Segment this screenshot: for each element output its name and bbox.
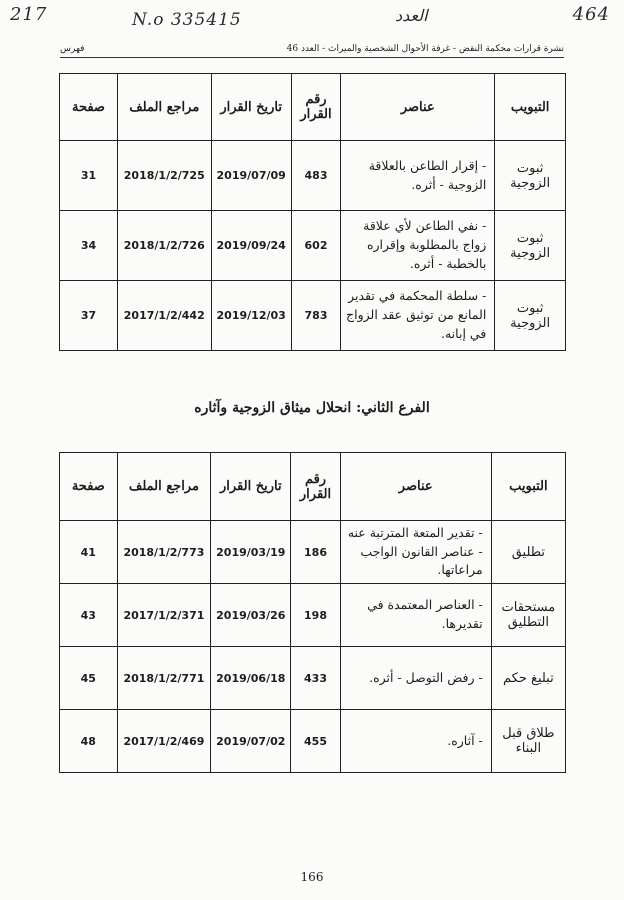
cell-file-reference: 2018/1/2/726 <box>117 211 211 281</box>
header-category: التبويب <box>495 74 566 141</box>
table-header-row <box>60 453 566 521</box>
header-file-reference: مراجع الملف <box>117 453 211 521</box>
cell-decision-number: 198 <box>291 584 340 647</box>
handwritten-registration-number: N.o 335415 <box>132 10 242 30</box>
cell-page: 41 <box>60 521 118 584</box>
cell-file-reference: 2017/1/2/371 <box>117 584 211 647</box>
cell-decision-number: 483 <box>291 141 340 211</box>
cell-decision-number: 186 <box>291 521 340 584</box>
header-category: التبويب <box>491 453 565 521</box>
cell-decision-date: 2019/09/24 <box>211 211 291 281</box>
running-header-title: نشرة قرارات محكمة النقض - غرفة الأحوال الشخصية والميراث - العدد 46 <box>286 44 564 54</box>
cell-elements: - آثاره. <box>340 710 491 773</box>
table-row <box>60 141 566 211</box>
cell-file-reference: 2018/1/2/725 <box>117 141 211 211</box>
cell-elements: - إقرار الطاعن بالعلاقة الزوجية - أثره. <box>341 141 495 211</box>
cell-elements: - سلطة المحكمة في تقدير المانع من توثيق عقد الزواج في إبانه. <box>341 281 495 351</box>
header-elements: عناصر <box>340 453 491 521</box>
cell-elements: - العناصر المعتمدة في تقديرها. <box>340 584 491 647</box>
cell-file-reference: 2017/1/2/469 <box>117 710 211 773</box>
cell-file-reference: 2018/1/2/773 <box>117 521 211 584</box>
header-decision-number: رقم القرار <box>291 453 340 521</box>
cell-category: مستحقات التطليق <box>491 584 565 647</box>
section-heading: الفرع الثاني: انحلال ميثاق الزوجية وآثاره <box>194 400 430 416</box>
cell-page: 48 <box>60 710 118 773</box>
header-decision-number: رقم القرار <box>291 74 340 141</box>
cell-decision-date: 2019/03/19 <box>211 521 291 584</box>
cell-decision-number: 783 <box>291 281 340 351</box>
cell-decision-date: 2019/06/18 <box>211 647 291 710</box>
cell-decision-number: 602 <box>291 211 340 281</box>
header-file-reference: مراجع الملف <box>117 74 211 141</box>
cell-elements: - رفض التوصل - أثره. <box>340 647 491 710</box>
cell-decision-number: 433 <box>291 647 340 710</box>
table-row <box>60 281 566 351</box>
table-row <box>60 521 566 584</box>
header-decision-date: تاريخ القرار <box>211 74 291 141</box>
table-row <box>60 584 566 647</box>
index-table-marriage-dissolution <box>59 452 566 773</box>
cell-category: تبليغ حكم <box>491 647 565 710</box>
running-header-section: فهرس <box>60 44 85 54</box>
header-elements: عناصر <box>341 74 495 141</box>
page-number: 166 <box>300 870 324 884</box>
header-page: صفحة <box>60 74 118 141</box>
cell-decision-date: 2019/03/26 <box>211 584 291 647</box>
running-header <box>60 44 564 58</box>
cell-page: 34 <box>60 211 118 281</box>
cell-decision-date: 2019/12/03 <box>211 281 291 351</box>
cell-elements: - نفي الطاعن لأي علاقة زواج بالمطلوبة وإقراره بالخطبة - أثره. <box>341 211 495 281</box>
cell-decision-number: 455 <box>291 710 340 773</box>
handwritten-number-left: 217 <box>10 4 48 25</box>
table-row <box>60 647 566 710</box>
cell-category: ثبوت الزوجية <box>495 281 566 351</box>
cell-file-reference: 2018/1/2/771 <box>117 647 211 710</box>
cell-category: طلاق قبل البناء <box>491 710 565 773</box>
cell-page: 45 <box>60 647 118 710</box>
cell-category: ثبوت الزوجية <box>495 211 566 281</box>
cell-elements: - تقدير المتعة المترتبة عنه - عناصر القانون الواجب مراعاتها. <box>340 521 491 584</box>
cell-page: 37 <box>60 281 118 351</box>
table-row <box>60 710 566 773</box>
cell-decision-date: 2019/07/02 <box>211 710 291 773</box>
index-table-marriage-proof <box>59 73 566 351</box>
table-header-row <box>60 74 566 141</box>
cell-category: ثبوت الزوجية <box>495 141 566 211</box>
header-decision-date: تاريخ القرار <box>211 453 291 521</box>
cell-page: 43 <box>60 584 118 647</box>
handwritten-arabic-note: العدد <box>395 6 428 25</box>
cell-category: تطليق <box>491 521 565 584</box>
table-row <box>60 211 566 281</box>
handwritten-number-right: 464 <box>572 4 610 25</box>
cell-decision-date: 2019/07/09 <box>211 141 291 211</box>
cell-page: 31 <box>60 141 118 211</box>
cell-file-reference: 2017/1/2/442 <box>117 281 211 351</box>
header-page: صفحة <box>60 453 118 521</box>
